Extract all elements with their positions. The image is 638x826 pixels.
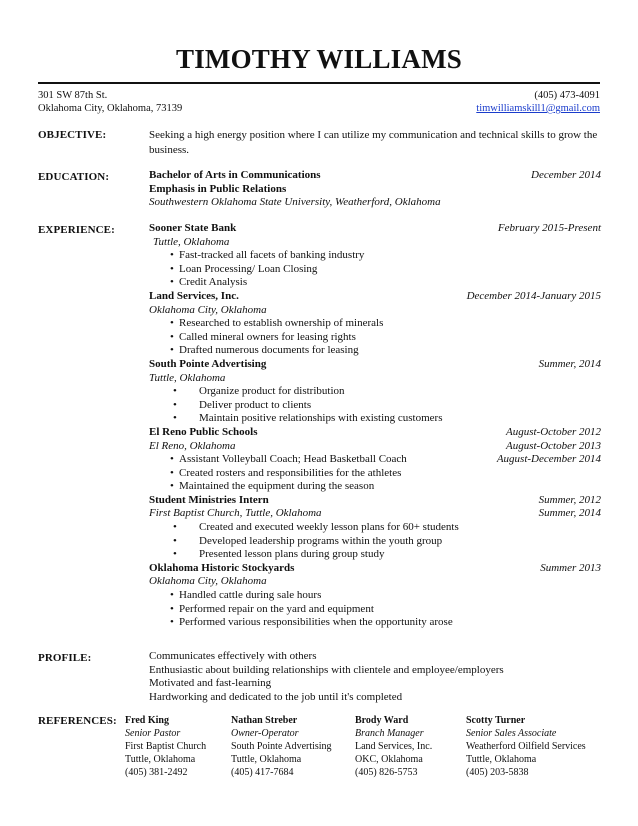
reference-name: Nathan Streber [231,715,298,726]
reference-org: First Baptist Church [125,741,207,752]
reference-phone: (405) 826-5753 [355,767,418,778]
reference-name: Fred King [125,715,169,726]
job-location-row [149,440,601,454]
profile-label: PROFILE: [38,652,92,664]
job-date: December 2014-January 2015 [466,289,601,302]
education-emphasis: Emphasis in Public Relations [149,182,287,195]
reference-city: OKC, Oklahoma [355,754,423,765]
job-bullet: • Called mineral owners for leasing rights [149,331,601,345]
profile-item: Motivated and fast-learning [149,677,272,690]
job-bullet: • Loan Processing/ Loan Closing [149,263,601,277]
reference-phone: (405) 417-7684 [231,767,294,778]
job-bullet: • Maintain positive relationships with existing customers [149,412,601,426]
job-bullet: • Fast-tracked all facets of banking industry [149,249,601,263]
job-bullet: • Developed leadership programs within the youth group [149,535,601,549]
job-date: Summer, 2012 [538,493,601,506]
education-degree-row [149,169,601,183]
job-header [149,494,601,508]
profile-item: Enthusiastic about building relationships with clientele and employee/employers [149,663,504,676]
reference-name: Scotty Turner [466,715,526,726]
job-location: Tuttle, Oklahoma [153,235,230,248]
job-bullet: • Created and executed weekly lesson plans for 60+ students [149,521,601,535]
job-bullet: • Assistant Volleyball Coach; Head Basketball Coach August-December 2014 [149,453,601,467]
objective-label: OBJECTIVE: [38,129,107,141]
job-bullet: • Drafted numerous documents for leasing [149,344,601,358]
job-bullet: • Credit Analysis [149,276,601,290]
job-date: August-October 2012 [505,425,601,438]
job-bullet: • Performed various responsibilities when the opportunity arose [149,616,601,630]
job-date: February 2015-Present [497,222,601,234]
reference-title: Branch Manager [355,728,424,739]
profile-item: Hardworking and dedicated to the job until it's completed [149,690,403,703]
email-link[interactable]: timwilliamskill1@gmail.com [476,103,600,114]
job-header [149,358,601,372]
reference-entry [231,714,332,779]
contact-block [476,89,600,115]
reference-name: Brody Ward [355,715,409,726]
candidate-name: TIMOTHY WILLIAMS [175,44,462,74]
job-location: First Baptist Church, Tuttle, Oklahoma [149,507,322,520]
reference-city: Tuttle, Oklahoma [125,754,196,765]
job-bullet: • Created rosters and responsibilities for the athletes [149,467,601,481]
job-bullet: • Performed repair on the yard and equipment [149,603,601,617]
reference-title: Senior Pastor [125,728,181,739]
reference-city: Tuttle, Oklahoma [231,754,302,765]
education-section [149,169,601,210]
header-rule [38,82,600,84]
job-org: Student Ministries Intern [149,493,269,506]
reference-phone: (405) 381-2492 [125,767,188,778]
job-location: El Reno, Oklahoma [149,439,236,452]
job-org: Oklahoma Historic Stockyards [149,561,295,574]
references-label: REFERENCES: [38,715,117,727]
job-org: El Reno Public Schools [149,425,258,438]
education-label: EDUCATION: [38,171,110,183]
job-org: Sooner State Bank [149,222,237,234]
job-location-row [149,507,601,521]
job-bullet: • Maintained the equipment during the season [149,480,601,494]
profile-section [149,650,601,704]
job-date: Summer, 2014 [538,357,601,370]
job-location: Oklahoma City, Oklahoma [149,575,267,588]
address-line-2: Oklahoma City, Oklahoma, 73139 [38,103,183,114]
job-bullet: • Deliver product to clients [149,399,601,413]
job-org: South Pointe Advertising [149,357,267,370]
objective-text: Seeking a high energy position where I can utilize my communication and technical skills to grow the business. [149,129,598,156]
reference-org: Weatherford Oilfield Services [466,741,586,752]
job-bullet: • Researched to establish ownership of minerals [149,317,601,331]
job-date: Summer 2013 [540,561,601,574]
job-bullet: • Organize product for distribution [149,385,601,399]
job-org: Land Services, Inc. [149,289,239,302]
reference-title: Senior Sales Associate [466,728,557,739]
reference-org: South Pointe Advertising [231,741,332,752]
reference-phone: (405) 203-5838 [466,767,529,778]
profile-item: Communicates effectively with others [149,650,317,662]
job-location: Tuttle, Oklahoma [149,371,226,384]
reference-entry [125,714,206,779]
job-date-3: August-December 2014 [496,453,601,466]
experience-section [149,222,601,630]
reference-title: Owner-Operator [231,728,299,739]
reference-entry [355,714,432,779]
job-header [149,426,601,440]
job-date-2: Summer, 2014 [538,507,601,520]
experience-label: EXPERIENCE: [38,224,115,236]
job-location: Oklahoma City, Oklahoma [149,303,267,316]
phone-number: (405) 473-4091 [534,90,600,101]
job-header [149,290,601,304]
job-bullet: • Handled cattle during sale hours [149,589,601,603]
education-school: Southwestern Oklahoma State University, Weatherford, Oklahoma [149,196,441,209]
address-line-1: 301 SW 87th St. [38,90,108,101]
reference-entry [466,714,586,779]
job-bullet: • Presented lesson plans during group study [149,548,601,562]
job-header [149,562,601,576]
reference-city: Tuttle, Oklahoma [466,754,537,765]
degree-date: December 2014 [531,169,601,181]
job-header [149,222,601,236]
reference-org: Land Services, Inc. [355,741,433,752]
degree: Bachelor of Arts in Communications [149,169,321,181]
job-date-2: August-October 2013 [505,439,601,452]
address-block [38,89,182,115]
